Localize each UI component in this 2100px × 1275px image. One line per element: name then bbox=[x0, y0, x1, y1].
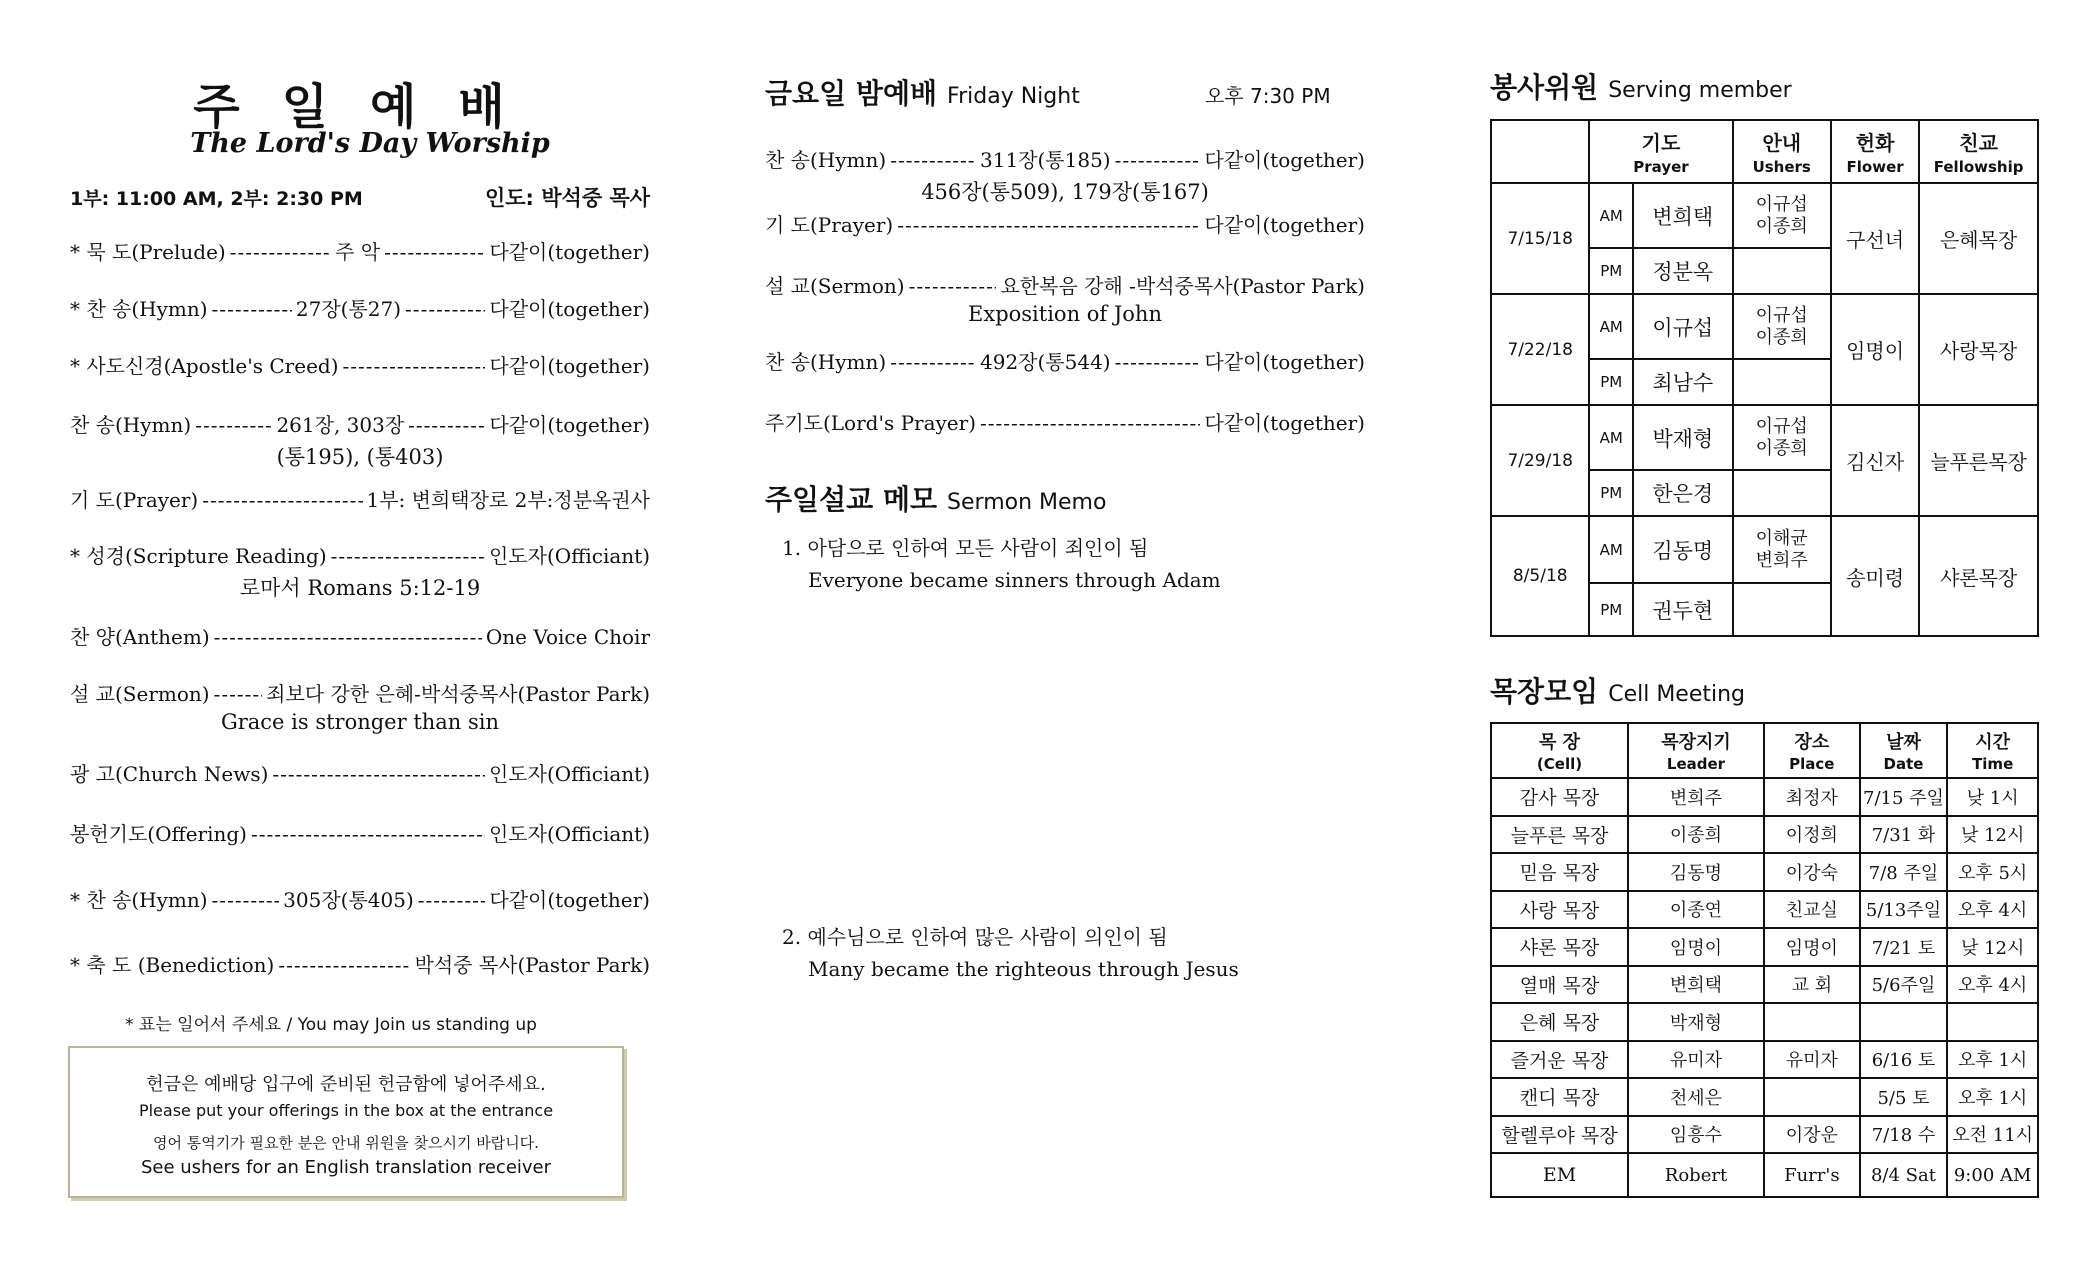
item-leader: 다같이(together) bbox=[489, 888, 650, 912]
cell-place: Furr's bbox=[1764, 1153, 1860, 1197]
flower: 구선녀 bbox=[1831, 183, 1919, 294]
standing-note: * 표는 일어서 주세요 / You may Join us standing up bbox=[125, 1015, 537, 1035]
cell-date: 6/16 토 bbox=[1860, 1041, 1948, 1079]
worship-leader: 인도: 박석중 목사 bbox=[484, 186, 650, 210]
header-blank bbox=[1491, 120, 1589, 183]
ushers-pm-empty bbox=[1733, 359, 1831, 405]
cell-name: 늘푸른 목장 bbox=[1491, 816, 1628, 854]
header-ko: 목 장 bbox=[1538, 732, 1581, 753]
item-leader: 다같이(together) bbox=[489, 354, 650, 378]
cell-date: 8/4 Sat bbox=[1860, 1153, 1948, 1197]
cell-row bbox=[1491, 966, 2038, 1004]
item-subline: 로마서 Romans 5:12-19 bbox=[239, 576, 481, 600]
cell-place: 이정희 bbox=[1764, 816, 1860, 854]
usher-2: 변희주 bbox=[1755, 549, 1808, 571]
serving-header bbox=[1919, 120, 2038, 183]
cell-name: EM bbox=[1491, 1153, 1628, 1197]
fellowship: 샤론목장 bbox=[1919, 516, 2038, 636]
cell-leader: 박재형 bbox=[1628, 1003, 1764, 1041]
cell-date: 5/13주일 bbox=[1860, 891, 1948, 929]
item-name: 기 도(Prayer) bbox=[70, 488, 199, 512]
cell-date: 7/18 수 bbox=[1860, 1116, 1948, 1154]
header-ko: 기도 bbox=[1641, 131, 1681, 155]
ushers bbox=[1733, 405, 1831, 470]
cell-table bbox=[1490, 722, 2039, 1198]
cell-row bbox=[1491, 1078, 2038, 1116]
memo-point-2-ko: 2. 예수님으로 인하여 많은 사람이 의인이 됨 bbox=[782, 925, 1168, 949]
item-name: * 축 도 (Benediction) bbox=[70, 953, 275, 977]
header-en: Time bbox=[1972, 755, 2014, 773]
order-item bbox=[70, 350, 650, 379]
header-ko: 친교 bbox=[1959, 131, 1998, 155]
serving-date: 7/22/18 bbox=[1491, 294, 1589, 405]
order-item bbox=[70, 236, 650, 265]
header-ko: 안내 bbox=[1762, 131, 1802, 155]
item-detail: 305장(통405) bbox=[283, 888, 414, 912]
cell-place: 유미자 bbox=[1764, 1041, 1860, 1079]
item-leader: 다같이(together) bbox=[1204, 213, 1365, 237]
cell-time bbox=[1947, 1003, 2038, 1041]
prayer-pm: 정분옥 bbox=[1633, 248, 1732, 294]
item-name: * 찬 송(Hymn) bbox=[70, 297, 208, 321]
cell-time: 오전 11시 bbox=[1947, 1116, 2038, 1154]
prayer-pm: 권두현 bbox=[1633, 583, 1732, 636]
cell-time: 9:00 AM bbox=[1947, 1153, 2038, 1197]
cell-leader: Robert bbox=[1628, 1153, 1764, 1197]
friday-title-ko: 금요일 밤예배 bbox=[765, 77, 938, 110]
prayer-pm: 최남수 bbox=[1633, 359, 1732, 405]
order-item bbox=[765, 144, 1365, 173]
serving-table bbox=[1490, 119, 2039, 637]
cell-leader: 이종희 bbox=[1628, 816, 1764, 854]
serving-row bbox=[1491, 183, 2038, 248]
header-en: Prayer bbox=[1633, 158, 1689, 176]
cell-header bbox=[1628, 723, 1764, 778]
order-item bbox=[70, 409, 650, 438]
notice-line-4: See ushers for an English translation receiver bbox=[140, 1157, 552, 1178]
order-item bbox=[765, 270, 1365, 299]
item-name: 봉헌기도(Offering) bbox=[70, 822, 247, 846]
cell-place: 교 회 bbox=[1764, 966, 1860, 1004]
cell-time: 오후 1시 bbox=[1947, 1078, 2038, 1116]
cell-row bbox=[1491, 853, 2038, 891]
item-leader: 인도자(Officiant) bbox=[488, 762, 650, 786]
usher-2: 이종희 bbox=[1755, 215, 1808, 237]
memo-point-1-en: Everyone became sinners through Adam bbox=[808, 568, 1221, 592]
fellowship: 사랑목장 bbox=[1919, 294, 2038, 405]
item-leader: 1부: 변희택장로 2부:정분옥권사 bbox=[366, 488, 650, 512]
ushers bbox=[1733, 183, 1831, 248]
cell-date: 5/6주일 bbox=[1860, 966, 1948, 1004]
order-item bbox=[70, 758, 650, 787]
notice-line-3: 영어 통역기가 필요한 분은 안내 위원을 찾으시기 바랍니다. bbox=[153, 1134, 539, 1152]
cell-name: 은혜 목장 bbox=[1491, 1003, 1628, 1041]
order-item bbox=[765, 407, 1365, 436]
serving-row bbox=[1491, 516, 2038, 583]
cell-header-row bbox=[1491, 723, 2038, 778]
flower: 임명이 bbox=[1831, 294, 1919, 405]
cell-row bbox=[1491, 1003, 2038, 1041]
cell-time: 오후 5시 bbox=[1947, 853, 2038, 891]
header-en: Date bbox=[1883, 755, 1924, 773]
item-subline: Grace is stronger than sin bbox=[220, 710, 500, 734]
cell-name: 캔디 목장 bbox=[1491, 1078, 1628, 1116]
item-leader: 요한복음 강해 -박석중목사(Pastor Park) bbox=[1000, 274, 1365, 298]
header-en: Fellowship bbox=[1933, 158, 2024, 176]
pm-label: PM bbox=[1589, 248, 1633, 294]
cell-leader: 유미자 bbox=[1628, 1041, 1764, 1079]
cell-name: 사랑 목장 bbox=[1491, 891, 1628, 929]
memo-point-1-ko: 1. 아담으로 인하여 모든 사람이 죄인이 됨 bbox=[782, 536, 1149, 560]
header-ko: 헌화 bbox=[1855, 131, 1895, 155]
friday-time: 오후 7:30 PM bbox=[1205, 84, 1331, 108]
item-leader: 다같이(together) bbox=[1204, 411, 1365, 435]
usher-1: 이규섭 bbox=[1755, 415, 1808, 437]
item-name: 찬 송(Hymn) bbox=[765, 148, 887, 172]
am-label: AM bbox=[1589, 294, 1633, 359]
cell-leader: 천세은 bbox=[1628, 1078, 1764, 1116]
memo-title-ko: 주일설교 메모 bbox=[765, 483, 938, 516]
order-item bbox=[70, 484, 650, 513]
cell-date: 5/5 토 bbox=[1860, 1078, 1948, 1116]
serving-date: 7/15/18 bbox=[1491, 183, 1589, 294]
header-ko: 장소 bbox=[1794, 732, 1830, 753]
cell-row bbox=[1491, 1041, 2038, 1079]
prayer-pm: 한은경 bbox=[1633, 470, 1732, 516]
offering-notice-box bbox=[68, 1046, 624, 1198]
order-item bbox=[765, 209, 1365, 238]
item-leader: 죄보다 강한 은혜-박석중목사(Pastor Park) bbox=[266, 682, 650, 706]
item-leader: 인도자(Officiant) bbox=[488, 822, 650, 846]
memo-title-en: Sermon Memo bbox=[947, 490, 1107, 515]
item-detail: 492장(통544) bbox=[980, 350, 1111, 374]
order-item bbox=[70, 818, 650, 847]
cell-header bbox=[1764, 723, 1860, 778]
item-leader: One Voice Choir bbox=[485, 625, 650, 649]
item-name: 주기도(Lord's Prayer) bbox=[765, 411, 977, 435]
item-name: * 성경(Scripture Reading) bbox=[70, 544, 327, 568]
notice-line-2: Please put your offerings in the box at the entrance bbox=[138, 1101, 554, 1120]
item-name: 기 도(Prayer) bbox=[765, 213, 894, 237]
cell-time: 오후 4시 bbox=[1947, 891, 2038, 929]
memo-title bbox=[765, 478, 1106, 518]
cell-row bbox=[1491, 778, 2038, 816]
item-name: 찬 송(Hymn) bbox=[70, 413, 192, 437]
cell-leader: 임흥수 bbox=[1628, 1116, 1764, 1154]
cell-leader: 변희주 bbox=[1628, 778, 1764, 816]
serving-header-row bbox=[1491, 120, 2038, 183]
item-subline: Exposition of John bbox=[968, 302, 1162, 326]
item-detail: 27장(통27) bbox=[295, 297, 402, 321]
header-en: Ushers bbox=[1752, 158, 1811, 176]
worship-title-ko: 주일예배 bbox=[193, 79, 547, 135]
item-name: 설 교(Sermon) bbox=[70, 682, 210, 706]
cell-leader: 임명이 bbox=[1628, 928, 1764, 966]
cell-name: 샤론 목장 bbox=[1491, 928, 1628, 966]
serving-header bbox=[1589, 120, 1732, 183]
header-en: Place bbox=[1789, 755, 1835, 773]
cell-leader: 변희택 bbox=[1628, 966, 1764, 1004]
cell-row bbox=[1491, 928, 2038, 966]
cell-date bbox=[1860, 1003, 1948, 1041]
item-leader: 인도자(Officiant) bbox=[488, 544, 650, 568]
cell-leader: 김동명 bbox=[1628, 853, 1764, 891]
item-leader: 다같이(together) bbox=[489, 240, 650, 264]
cell-row bbox=[1491, 816, 2038, 854]
item-name: * 사도신경(Apostle's Creed) bbox=[70, 354, 339, 378]
item-name: 설 교(Sermon) bbox=[765, 274, 905, 298]
item-leader: 다같이(together) bbox=[489, 297, 650, 321]
header-en: Leader bbox=[1666, 755, 1726, 773]
friday-title-en: Friday Night bbox=[947, 84, 1080, 109]
header-ko: 시간 bbox=[1975, 732, 2011, 753]
serving-row bbox=[1491, 405, 2038, 470]
order-item bbox=[70, 949, 650, 978]
item-name: 광 고(Church News) bbox=[70, 762, 269, 786]
cell-header bbox=[1860, 723, 1948, 778]
item-leader: 다같이(together) bbox=[1204, 148, 1365, 172]
serving-date: 7/29/18 bbox=[1491, 405, 1589, 516]
header-en: Flower bbox=[1846, 158, 1904, 176]
cell-name: 감사 목장 bbox=[1491, 778, 1628, 816]
item-subline: (통195), (통403) bbox=[276, 445, 444, 469]
cell-header bbox=[1947, 723, 2038, 778]
cell-time: 오후 4시 bbox=[1947, 966, 2038, 1004]
serving-title-ko: 봉사위원 bbox=[1490, 71, 1599, 104]
cell-place: 친교실 bbox=[1764, 891, 1860, 929]
cell-title-en: Cell Meeting bbox=[1608, 682, 1746, 707]
pm-label: PM bbox=[1589, 470, 1633, 516]
prayer-am: 김동명 bbox=[1633, 516, 1732, 583]
cell-leader: 이종연 bbox=[1628, 891, 1764, 929]
worship-title-en: The Lord's Day Worship bbox=[190, 128, 550, 159]
pm-label: PM bbox=[1589, 359, 1633, 405]
cell-place: 이강숙 bbox=[1764, 853, 1860, 891]
notice-line-1: 헌금은 예배당 입구에 준비된 헌금함에 넣어주세요. bbox=[146, 1074, 546, 1095]
cell-name: 즐거운 목장 bbox=[1491, 1041, 1628, 1079]
order-item bbox=[70, 540, 650, 569]
item-detail: 261장, 303장 bbox=[276, 413, 405, 437]
cell-date: 7/15 주일 bbox=[1860, 778, 1948, 816]
prayer-am: 변희택 bbox=[1633, 183, 1732, 248]
cell-row bbox=[1491, 1153, 2038, 1197]
flower: 김신자 bbox=[1831, 405, 1919, 516]
usher-1: 이규섭 bbox=[1755, 193, 1808, 215]
ushers-pm-empty bbox=[1733, 248, 1831, 294]
prayer-am: 박재형 bbox=[1633, 405, 1732, 470]
item-subline: 456장(통509), 179장(통167) bbox=[921, 180, 1209, 204]
serving-row bbox=[1491, 294, 2038, 359]
item-name: 찬 양(Anthem) bbox=[70, 625, 210, 649]
serving-header bbox=[1831, 120, 1919, 183]
cell-date: 7/31 화 bbox=[1860, 816, 1948, 854]
cell-name: 믿음 목장 bbox=[1491, 853, 1628, 891]
worship-info-row bbox=[70, 182, 650, 212]
prayer-am: 이규섭 bbox=[1633, 294, 1732, 359]
cell-name: 할렐루야 목장 bbox=[1491, 1116, 1628, 1154]
ushers bbox=[1733, 516, 1831, 583]
usher-2: 이종희 bbox=[1755, 326, 1808, 348]
fellowship: 늘푸른목장 bbox=[1919, 405, 2038, 516]
header-ko: 날짜 bbox=[1886, 732, 1921, 753]
ushers-pm-empty bbox=[1733, 470, 1831, 516]
service-times: 1부: 11:00 AM, 2부: 2:30 PM bbox=[70, 188, 363, 210]
cell-row bbox=[1491, 891, 2038, 929]
pm-label: PM bbox=[1589, 583, 1633, 636]
ushers bbox=[1733, 294, 1831, 359]
cell-time: 낮 12시 bbox=[1947, 928, 2038, 966]
item-name: * 묵 도(Prelude) bbox=[70, 240, 226, 264]
cell-date: 7/21 토 bbox=[1860, 928, 1948, 966]
header-ko: 목장지기 bbox=[1661, 732, 1731, 753]
usher-1: 이해균 bbox=[1755, 527, 1808, 549]
am-label: AM bbox=[1589, 516, 1633, 583]
serving-header bbox=[1733, 120, 1831, 183]
cell-row bbox=[1491, 1116, 2038, 1154]
am-label: AM bbox=[1589, 405, 1633, 470]
cell-time: 오후 1시 bbox=[1947, 1041, 2038, 1079]
cell-place: 이장운 bbox=[1764, 1116, 1860, 1154]
item-leader: 다같이(together) bbox=[489, 413, 651, 437]
cell-name: 열매 목장 bbox=[1491, 966, 1628, 1004]
order-item bbox=[765, 346, 1365, 375]
cell-header bbox=[1491, 723, 1628, 778]
header-en: (Cell) bbox=[1536, 755, 1583, 773]
item-name: * 찬 송(Hymn) bbox=[70, 888, 208, 912]
cell-place: 최정자 bbox=[1764, 778, 1860, 816]
flower: 송미령 bbox=[1831, 516, 1919, 636]
serving-title-en: Serving member bbox=[1608, 78, 1792, 103]
item-leader: 다같이(together) bbox=[1204, 350, 1365, 374]
cell-time: 낮 1시 bbox=[1947, 778, 2038, 816]
order-item bbox=[70, 293, 650, 322]
fellowship: 은혜목장 bbox=[1919, 183, 2038, 294]
cell-place bbox=[1764, 1078, 1860, 1116]
am-label: AM bbox=[1589, 183, 1633, 248]
memo-point-2-en: Many became the righteous through Jesus bbox=[808, 957, 1239, 981]
cell-title bbox=[1490, 670, 1745, 710]
order-item bbox=[70, 678, 650, 707]
cell-title-ko: 목장모임 bbox=[1490, 675, 1599, 708]
order-item bbox=[70, 621, 650, 650]
usher-1: 이규섭 bbox=[1755, 304, 1808, 326]
serving-title bbox=[1490, 66, 1792, 106]
item-name: 찬 송(Hymn) bbox=[765, 350, 887, 374]
cell-date: 7/8 주일 bbox=[1860, 853, 1948, 891]
cell-time: 낮 12시 bbox=[1947, 816, 2038, 854]
cell-place bbox=[1764, 1003, 1860, 1041]
serving-date: 8/5/18 bbox=[1491, 516, 1589, 636]
item-leader: 박석중 목사(Pastor Park) bbox=[414, 953, 650, 977]
usher-2: 이종희 bbox=[1755, 437, 1808, 459]
cell-place: 임명이 bbox=[1764, 928, 1860, 966]
order-item bbox=[70, 884, 650, 913]
item-detail: 주 악 bbox=[335, 240, 381, 264]
friday-title bbox=[765, 72, 1080, 112]
ushers-pm-empty bbox=[1733, 583, 1831, 636]
item-detail: 311장(통185) bbox=[980, 148, 1111, 172]
